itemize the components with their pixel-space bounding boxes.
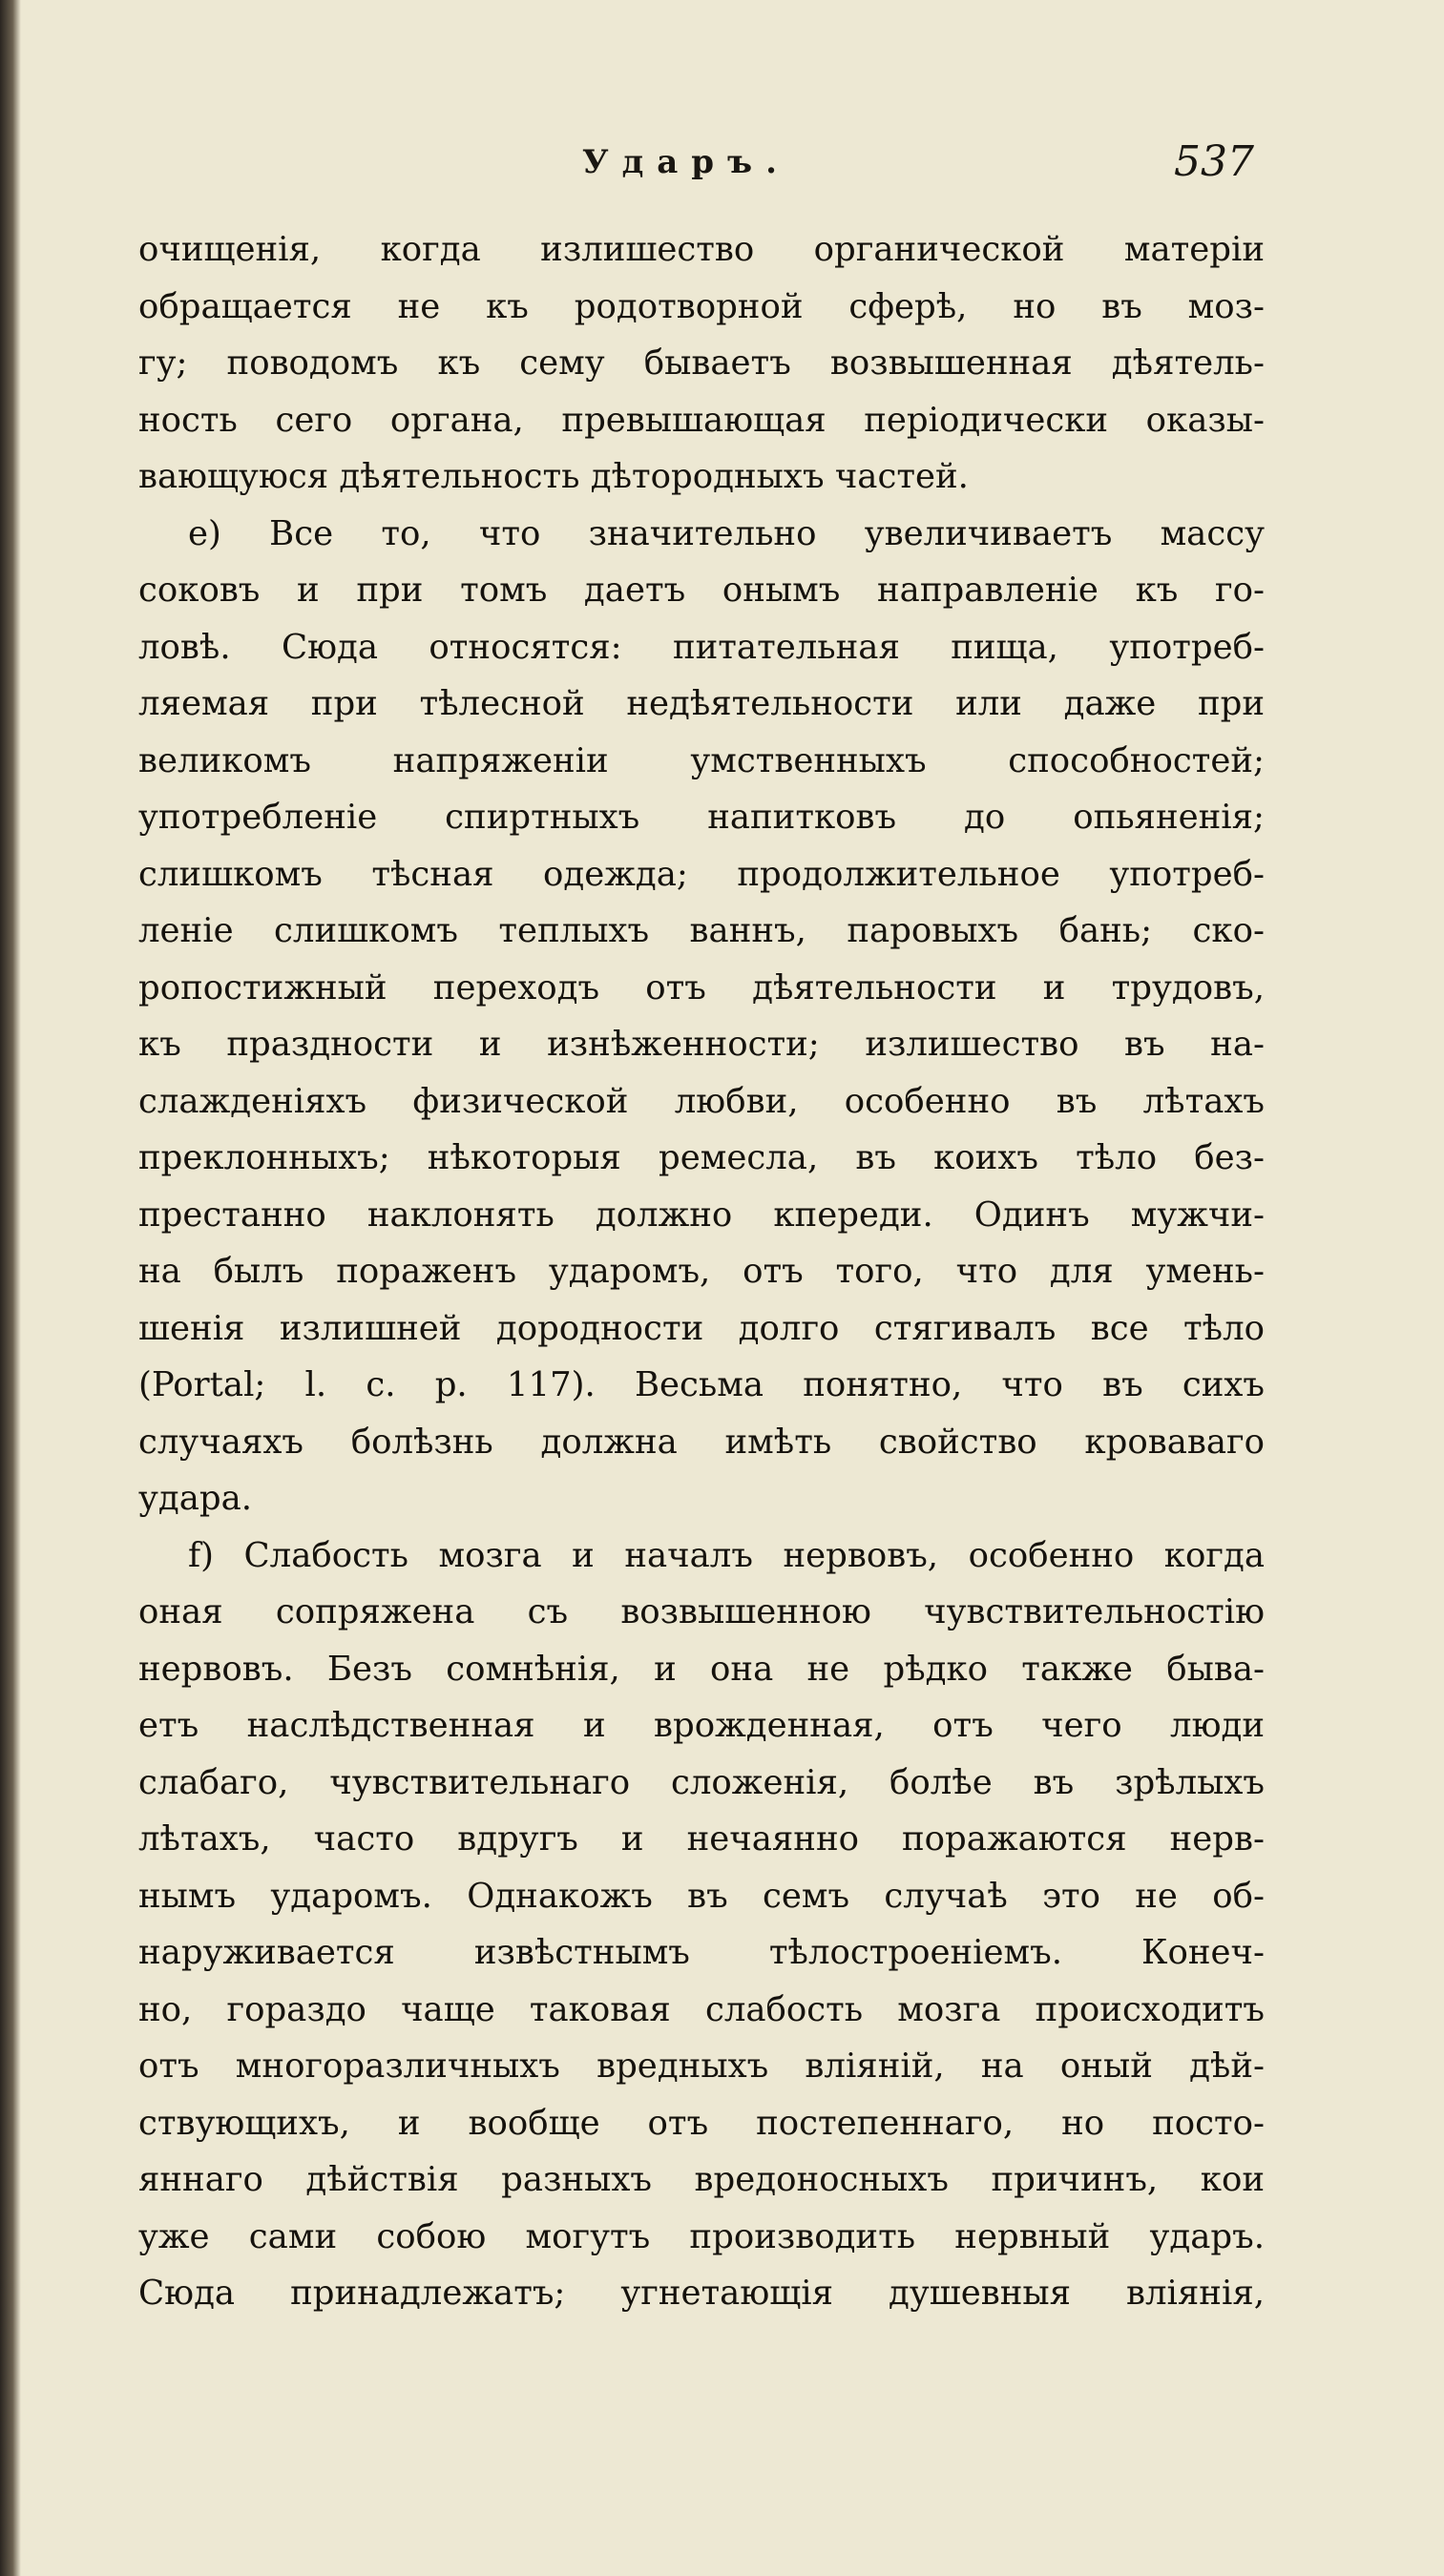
text-line: шенія излишней дородности долго стягивалъ все тѣло (138, 1308, 1265, 1348)
page-binding-shadow (0, 0, 21, 2576)
text-line: ропостижный переходъ отъ дѣятельности и трудовъ, (138, 967, 1265, 1008)
text-line: слажденіяхъ физической любви, особенно въ лѣтахъ (138, 1081, 1265, 1121)
text-line: e) Все то, что значительно увеличиваетъ массу (188, 513, 1265, 553)
text-line: великомъ напряженіи умственныхъ способностей; (138, 740, 1265, 780)
text-line: ность сего органа, превышающая періодически оказы- (138, 400, 1265, 440)
running-title: Ударъ. (582, 143, 790, 181)
text-line: очищенія, когда излишество органической матеріи (138, 230, 1265, 269)
text-line: нымъ ударомъ. Однакожъ въ семъ случаѣ это не об- (138, 1876, 1265, 1916)
text-line: нервовъ. Безъ сомнѣнія, и она не рѣдко также быва- (138, 1649, 1265, 1689)
text-line: етъ наслѣдственная и врожденная, отъ чего люди (138, 1706, 1265, 1745)
text-line: обращается не къ родотворной сферѣ, но въ моз- (138, 286, 1265, 326)
text-line: наруживается извѣстнымъ тѣлостроеніемъ. Конеч- (138, 1933, 1265, 1972)
page-number: 537 (1174, 137, 1254, 186)
text-line: престанно наклонять должно кпереди. Одинъ мужчи- (138, 1195, 1265, 1235)
text-line: на былъ пораженъ ударомъ, отъ того, что для умень- (138, 1252, 1265, 1291)
text-line: уже сами собою могутъ производить нервный ударъ. (138, 2216, 1265, 2256)
text-line: (Portal; l. c. p. 117). Весьма понятно, что въ сихъ (138, 1365, 1265, 1404)
text-line: слабаго, чувствительнаго сложенія, болѣе въ зрѣлыхъ (138, 1762, 1265, 1802)
text-line: яннаго дѣйствія разныхъ вредоносныхъ причинъ, кои (138, 2160, 1265, 2199)
text-line: лѣтахъ, часто вдругъ и нечаянно поражаются нерв- (138, 1819, 1265, 1859)
text-line: употребленіе спиртныхъ напитковъ до опьяненія; (138, 798, 1265, 837)
body-text (138, 221, 1265, 2322)
text-line: Сюда принадлежатъ; угнетающія душевныя вліянія, (138, 2274, 1265, 2313)
text-line: ляемая при тѣлесной недѣятельности или даже при (138, 684, 1265, 723)
text-line: оная сопряжена съ возвышенною чувствительностію (138, 1592, 1265, 1631)
text-line: удара. (138, 1479, 253, 1518)
page-header (0, 137, 1444, 200)
text-line: соковъ и при томъ даетъ онымъ направленіе къ го- (138, 571, 1265, 610)
text-line: гу; поводомъ къ сему бываетъ возвышенная дѣятель- (138, 343, 1265, 383)
text-line: но, гораздо чаще таковая слабость мозга происходитъ (138, 1989, 1265, 2029)
text-line: слишкомъ тѣсная одежда; продолжительное употреб- (138, 854, 1265, 894)
text-line: f) Слабость мозга и началъ нервовъ, особенно когда (188, 1535, 1265, 1575)
text-line: вающуюся дѣятельность дѣтородныхъ частей. (138, 457, 969, 496)
text-line: преклонныхъ; нѣкоторыя ремесла, въ коихъ тѣло без- (138, 1138, 1265, 1177)
text-line: къ праздности и изнѣженности; излишество въ на- (138, 1025, 1265, 1064)
text-line: отъ многоразличныхъ вредныхъ вліяній, на оный дѣй- (138, 2046, 1265, 2086)
text-line: леніе слишкомъ теплыхъ ваннъ, паровыхъ бань; ско- (138, 911, 1265, 950)
text-line: случаяхъ болѣзнь должна имѣть свойство кроваваго (138, 1422, 1265, 1462)
text-line: ствующихъ, и вообще отъ постепеннаго, но посто- (138, 2103, 1265, 2143)
text-line: ловѣ. Сюда относятся: питательная пища, употреб- (138, 627, 1265, 667)
